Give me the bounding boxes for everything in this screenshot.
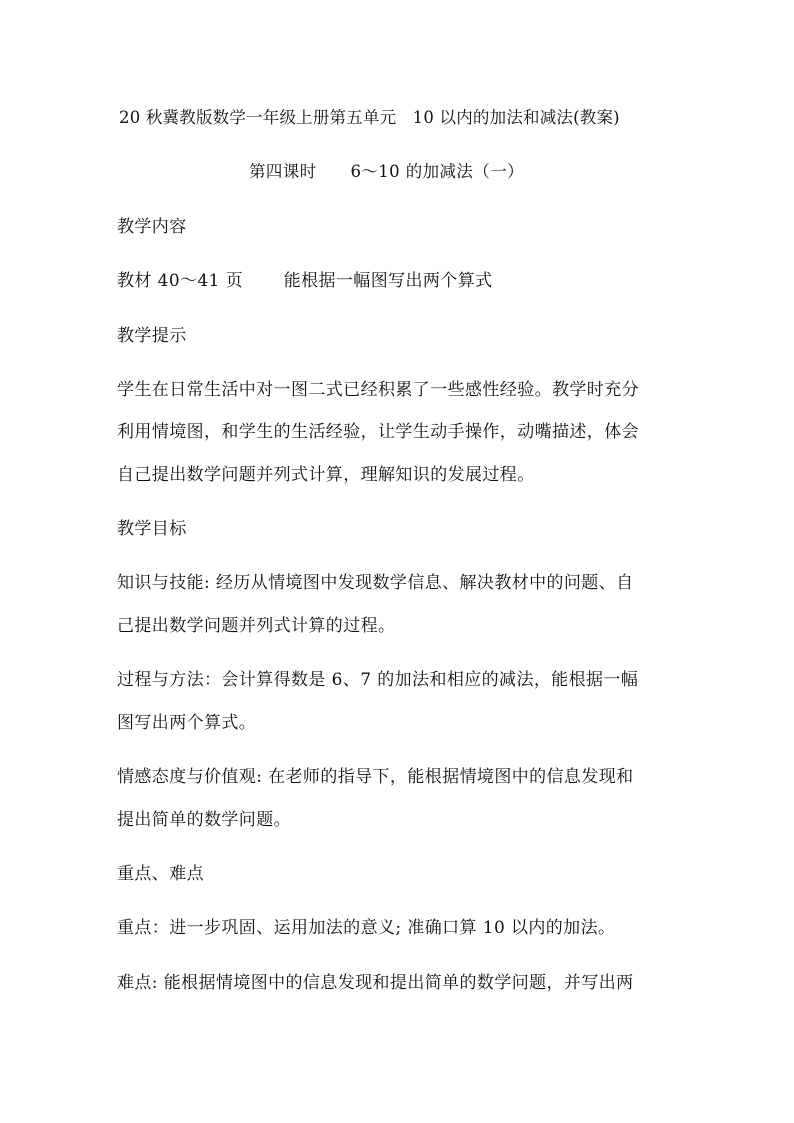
hint-line-1: 学生在日常生活中对一图二式已经积累了一些感性经验。教学时充分 <box>117 380 639 400</box>
lesson-subtitle: 第四课时 6～10 的加减法（一） <box>249 162 525 181</box>
content-text: 教材 40～41 页 能根据一幅图写出两个算式 <box>117 271 493 291</box>
document-title: 20 秋冀教版数学一年级上册第五单元 10 以内的加法和减法(教案) <box>119 108 620 127</box>
goal-1-line-1: 知识与技能: 经历从情境图中发现数学信息、解决教材中的问题、自 <box>117 573 634 593</box>
difficult-point-text: 难点: 能根据情境图中的信息发现和提出简单的数学问题，并写出两 <box>117 973 634 993</box>
hint-line-3: 自己提出数学问题并列式计算，理解知识的发展过程。 <box>117 465 535 485</box>
goal-2-line-1: 过程与方法：会计算得数是 6、7 的加法和相应的减法，能根据一幅 <box>117 670 639 690</box>
key-point-text: 重点：进一步巩固、运用加法的意义; 准确口算 10 以内的加法。 <box>117 918 616 938</box>
goal-1-line-2: 己提出数学问题并列式计算的过程。 <box>117 616 396 636</box>
goal-3-line-2: 提出简单的数学问题。 <box>117 810 291 830</box>
section-heading-hint: 教学提示 <box>117 326 187 346</box>
section-heading-content: 教学内容 <box>117 217 187 237</box>
hint-line-2: 利用情境图，和学生的生活经验，让学生动手操作，动嘴描述，体会 <box>117 422 639 442</box>
section-heading-goals: 教学目标 <box>117 519 187 539</box>
goal-3-line-1: 情感态度与价值观: 在老师的指导下，能根据情境图中的信息发现和 <box>117 767 634 787</box>
section-heading-key-points: 重点、难点 <box>117 864 204 884</box>
goal-2-line-2: 图写出两个算式。 <box>117 713 257 733</box>
